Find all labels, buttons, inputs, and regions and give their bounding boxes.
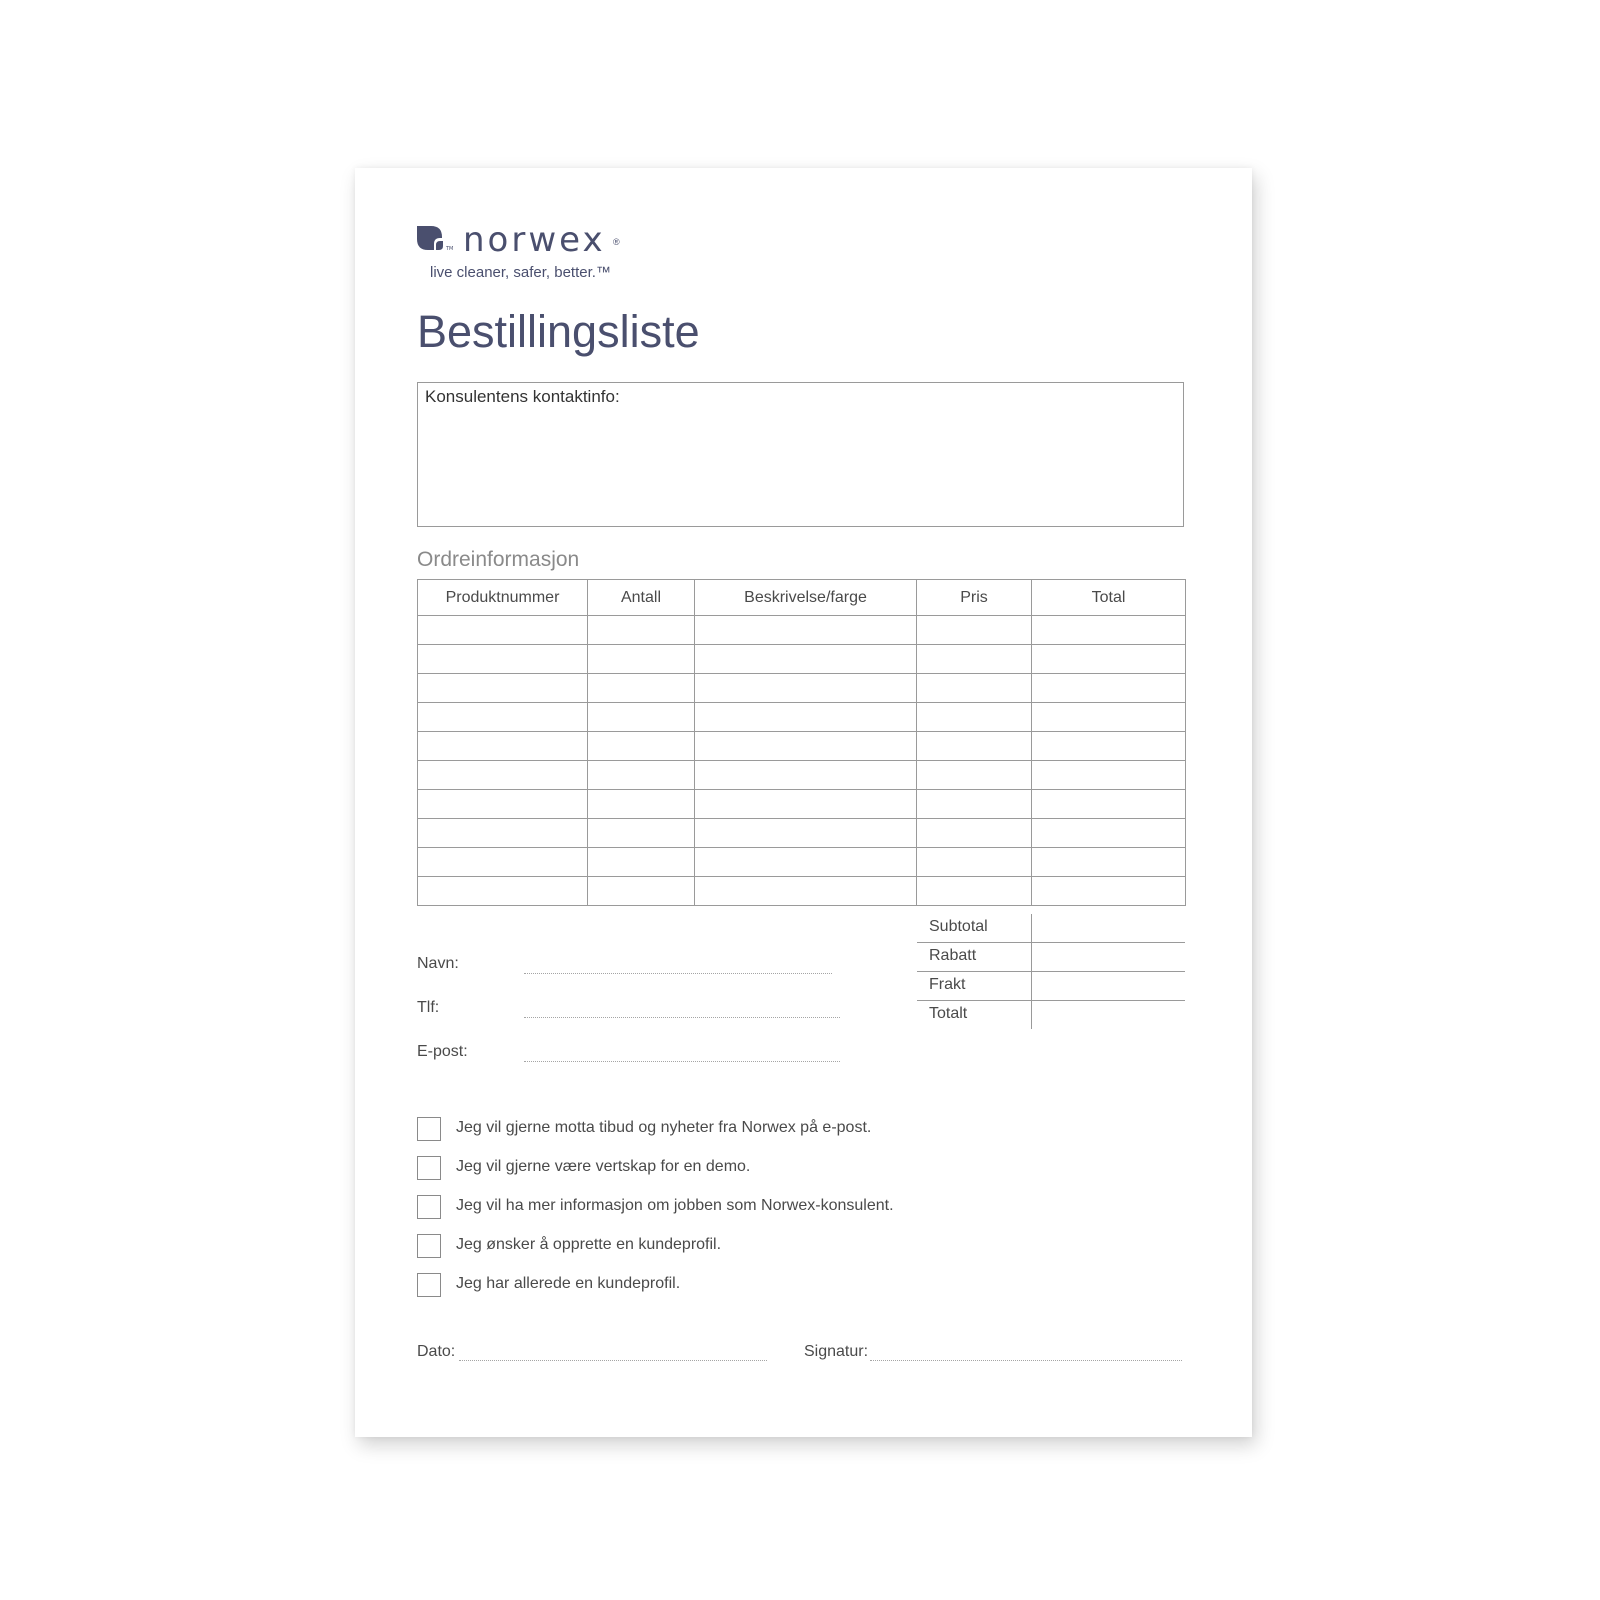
total-cell[interactable] xyxy=(1032,732,1186,761)
description-cell[interactable] xyxy=(695,877,917,906)
checkbox-row[interactable] xyxy=(417,1156,937,1182)
logo-tagline: live cleaner, safer, better.™ xyxy=(430,264,611,281)
phone-field xyxy=(417,999,837,1023)
date-field xyxy=(417,1343,767,1365)
product-number-cell[interactable] xyxy=(418,819,588,848)
total-cell[interactable] xyxy=(1032,674,1186,703)
discount-cell[interactable] xyxy=(1031,943,1186,971)
quantity-cell[interactable] xyxy=(588,848,695,877)
grand-total-cell[interactable] xyxy=(1031,1001,1186,1029)
checkbox-label: Jeg ønsker å opprette en kundeprofil. xyxy=(456,1236,722,1253)
description-cell[interactable] xyxy=(695,703,917,732)
checkbox-consultant-info[interactable] xyxy=(417,1195,441,1219)
product-number-cell[interactable] xyxy=(418,790,588,819)
column-header-quantity: Antall xyxy=(588,580,695,616)
product-number-cell[interactable] xyxy=(418,616,588,645)
table-row xyxy=(418,674,1186,703)
order-table-body xyxy=(418,616,1186,906)
description-cell[interactable] xyxy=(695,819,917,848)
price-cell[interactable] xyxy=(917,703,1032,732)
price-cell[interactable] xyxy=(917,790,1032,819)
checkbox-row[interactable] xyxy=(417,1234,937,1260)
norwex-leaf-icon xyxy=(417,224,461,256)
checkbox-existing-profile[interactable] xyxy=(417,1273,441,1297)
subtotal-cell[interactable] xyxy=(1031,914,1186,942)
date-label: Dato: xyxy=(417,1343,456,1360)
order-section-title: Ordreinformasjon xyxy=(417,548,580,571)
order-table xyxy=(417,579,1186,906)
shipping-label: Frakt xyxy=(929,976,966,993)
quantity-cell[interactable] xyxy=(588,761,695,790)
checkbox-label: Jeg vil gjerne være vertskap for en demo. xyxy=(456,1158,751,1175)
description-cell[interactable] xyxy=(695,645,917,674)
table-row xyxy=(418,819,1186,848)
column-header-description: Beskrivelse/farge xyxy=(695,580,917,616)
table-row xyxy=(418,645,1186,674)
registered-mark: ® xyxy=(613,237,620,247)
description-cell[interactable] xyxy=(695,761,917,790)
table-row xyxy=(418,761,1186,790)
quantity-cell[interactable] xyxy=(588,732,695,761)
column-header-total: Total xyxy=(1032,580,1186,616)
consultant-contact-label: Konsulentens kontaktinfo: xyxy=(425,387,620,406)
order-form-sheet xyxy=(355,168,1252,1437)
phone-label: Tlf: xyxy=(417,999,440,1016)
total-cell[interactable] xyxy=(1032,848,1186,877)
checkbox-row[interactable] xyxy=(417,1273,937,1299)
signature-input-line[interactable] xyxy=(870,1360,1182,1361)
discount-label: Rabatt xyxy=(929,947,977,964)
norwex-logo xyxy=(417,220,627,284)
signature-label: Signatur: xyxy=(804,1343,869,1360)
quantity-cell[interactable] xyxy=(588,645,695,674)
price-cell[interactable] xyxy=(917,761,1032,790)
price-cell[interactable] xyxy=(917,674,1032,703)
column-header-price: Pris xyxy=(917,580,1032,616)
phone-input-line[interactable] xyxy=(524,1017,840,1018)
product-number-cell[interactable] xyxy=(418,732,588,761)
checkbox-label: Jeg har allerede en kundeprofil. xyxy=(456,1275,681,1292)
page-title: Bestillingsliste xyxy=(417,306,700,357)
quantity-cell[interactable] xyxy=(588,819,695,848)
table-row xyxy=(418,732,1186,761)
order-table-header xyxy=(418,580,1186,616)
checkbox-row[interactable] xyxy=(417,1195,937,1221)
total-cell[interactable] xyxy=(1032,877,1186,906)
quantity-cell[interactable] xyxy=(588,616,695,645)
description-cell[interactable] xyxy=(695,674,917,703)
totals-block xyxy=(917,914,1185,1029)
quantity-cell[interactable] xyxy=(588,790,695,819)
price-cell[interactable] xyxy=(917,819,1032,848)
grand-total-row xyxy=(917,1001,1185,1029)
product-number-cell[interactable] xyxy=(418,703,588,732)
checkbox-host-demo[interactable] xyxy=(417,1156,441,1180)
quantity-cell[interactable] xyxy=(588,703,695,732)
shipping-cell[interactable] xyxy=(1031,972,1186,1000)
checkbox-create-profile[interactable] xyxy=(417,1234,441,1258)
price-cell[interactable] xyxy=(917,848,1032,877)
product-number-cell[interactable] xyxy=(418,761,588,790)
subtotal-row xyxy=(917,914,1185,943)
email-label: E-post: xyxy=(417,1043,468,1060)
total-cell[interactable] xyxy=(1032,761,1186,790)
description-cell[interactable] xyxy=(695,790,917,819)
total-cell[interactable] xyxy=(1032,616,1186,645)
shipping-row xyxy=(917,972,1185,1001)
price-cell[interactable] xyxy=(917,877,1032,906)
table-row xyxy=(418,790,1186,819)
price-cell[interactable] xyxy=(917,645,1032,674)
signature-field xyxy=(804,1343,1186,1365)
table-row xyxy=(418,703,1186,732)
table-row xyxy=(418,848,1186,877)
table-row xyxy=(418,877,1186,906)
quantity-cell[interactable] xyxy=(588,674,695,703)
total-cell[interactable] xyxy=(1032,790,1186,819)
date-input-line[interactable] xyxy=(459,1360,767,1361)
logo-wordmark: norwex xyxy=(463,220,606,260)
price-cell[interactable] xyxy=(917,732,1032,761)
grand-total-label: Totalt xyxy=(929,1005,968,1022)
description-cell[interactable] xyxy=(695,616,917,645)
description-cell[interactable] xyxy=(695,732,917,761)
product-number-cell[interactable] xyxy=(418,674,588,703)
description-cell[interactable] xyxy=(695,848,917,877)
subtotal-label: Subtotal xyxy=(929,918,988,935)
svg-text:TM: TM xyxy=(446,246,454,252)
product-number-cell[interactable] xyxy=(418,848,588,877)
email-field xyxy=(417,1043,837,1067)
product-number-cell[interactable] xyxy=(418,645,588,674)
product-number-cell[interactable] xyxy=(418,877,588,906)
checkbox-row[interactable] xyxy=(417,1117,937,1143)
total-cell[interactable] xyxy=(1032,703,1186,732)
name-input-line[interactable] xyxy=(524,973,832,974)
name-field xyxy=(417,955,837,979)
total-cell[interactable] xyxy=(1032,819,1186,848)
email-input-line[interactable] xyxy=(524,1061,840,1062)
table-row xyxy=(418,616,1186,645)
quantity-cell[interactable] xyxy=(588,877,695,906)
price-cell[interactable] xyxy=(917,616,1032,645)
discount-row xyxy=(917,943,1185,972)
checkbox-label: Jeg vil gjerne motta tibud og nyheter fra Norwex på e-post. xyxy=(456,1119,872,1136)
checkbox-newsletter[interactable] xyxy=(417,1117,441,1141)
consultant-contact-box[interactable] xyxy=(417,382,1184,527)
checkbox-label: Jeg vil ha mer informasjon om jobben som Norwex-konsulent. xyxy=(456,1197,894,1214)
name-label: Navn: xyxy=(417,955,459,972)
total-cell[interactable] xyxy=(1032,645,1186,674)
column-header-product-number: Produktnummer xyxy=(418,580,588,616)
